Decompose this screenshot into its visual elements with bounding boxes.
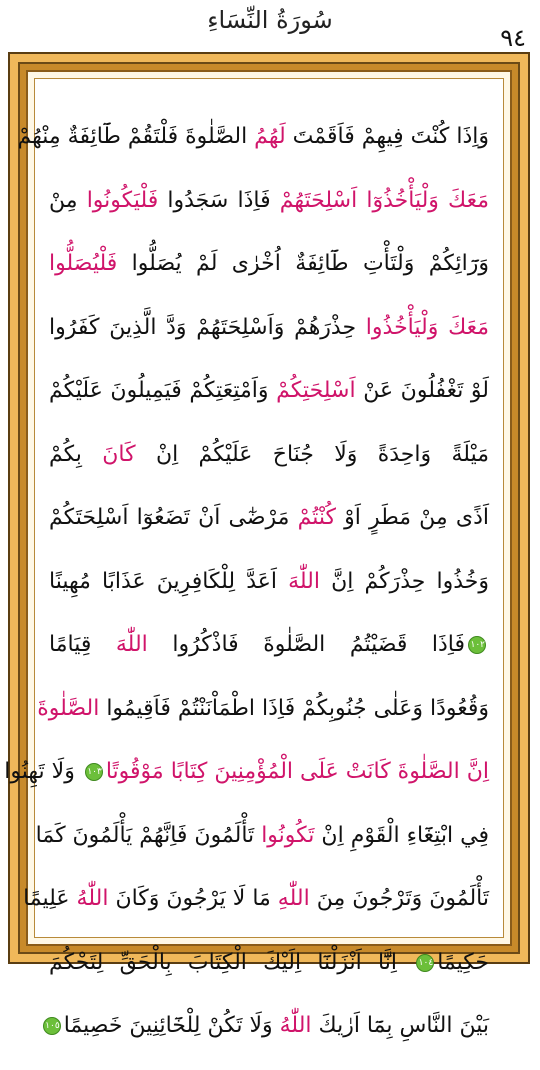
page-number: ٩٤ <box>500 24 526 52</box>
verse-text: فِي ابْتِغَٓاءِ الْقَوْمِ اِنْ <box>314 822 489 848</box>
verse-line <box>49 498 489 562</box>
verse-line <box>49 371 489 435</box>
verse-text: تَأْلَمُونَ وَتَرْجُونَ مِنَ <box>309 886 489 911</box>
verse-line <box>49 943 489 1007</box>
verse-line <box>49 435 489 499</box>
verse-line <box>49 562 489 626</box>
verse-text: وَرَٓائِكُمْ وَلْتَأْتِ طَٓائِفَةٌ اُخْرٰى لَمْ يُصَلُّوا <box>117 251 489 276</box>
verse-text: كَانَ <box>102 441 136 467</box>
verse-text: قِيَامًا <box>49 632 116 657</box>
verse-line <box>35 816 489 880</box>
verse-text: مَعَكَ وَلْيَأْخُذُوٓا اَسْلِحَتَهُمْ <box>279 187 489 213</box>
verse-text: فَاِذَا سَجَدُوا <box>158 187 280 213</box>
verse-text: عَلِيمًا <box>23 886 77 911</box>
verse-text: اَذًى مِنْ مَطَرٍ اَوْ <box>336 505 489 530</box>
verse-text: فَلْيُصَلُّوا <box>49 251 118 276</box>
surah-title: سُورَةُ النِّسَاءِ <box>207 6 333 34</box>
verse-text: لَوْ تَغْفُلُونَ عَنْ <box>355 378 489 403</box>
verse-text: اَعَدَّ لِلْكَافِرِينَ عَذَابًا مُهِينًا <box>49 568 289 594</box>
ayah-marker: ١٠٢ <box>468 636 486 654</box>
verse-line <box>49 625 489 689</box>
verse-line <box>37 689 489 753</box>
verse-text: فَلْيَكُونُوا <box>86 187 159 213</box>
verse-text: مَرْضٰٓى اَنْ تَضَعُوٓا اَسْلِحَتَكُمْ <box>49 505 298 530</box>
verse-text: اَسْلِحَتِكُمْ <box>276 378 356 403</box>
text-area <box>4 78 504 1038</box>
verse-text: مَعَكَ وَلْيَأْخُذُوا <box>365 314 490 340</box>
verse-text: وَلَا تَكُنْ لِلْخَٓائِنِينَ خَصِيمًا <box>63 1013 280 1038</box>
verse-text: اللّٰهَ <box>288 568 320 594</box>
verse-text: اِنَّ الصَّلٰوةَ كَانَتْ عَلَى الْمُؤْمِنِينَ كِتَابًا مَوْقُوتًا <box>105 759 489 784</box>
verse-text: وَاِذَا كُنْتَ فِيهِمْ فَاَقَمْتَ <box>285 124 489 149</box>
ayah-marker: ١٠٣ <box>85 763 103 781</box>
verse-text: الصَّلٰوةَ فَلْتَقُمْ طَٓائِفَةٌ مِنْهُمْ <box>17 124 255 149</box>
verse-line <box>49 308 489 372</box>
verse-text: لَهُمُ <box>254 124 286 149</box>
verse-line <box>49 181 489 245</box>
verse-text: كُنْتُمْ <box>297 505 336 530</box>
verse-text: تَكُونُوا <box>261 822 315 848</box>
verse-text: اللّٰهَ <box>115 632 148 657</box>
page-header <box>0 0 540 52</box>
verse-text: وَقُعُودًا وَعَلٰى جُنُوبِكُمْ فَاِذَا اطْمَاْنَنْتُمْ فَاَقِيمُوا <box>99 695 489 721</box>
verse-text: وَخُذُوا حِذْرَكُمْ اِنَّ <box>320 568 489 594</box>
verse-text: الصَّلٰوةَ <box>37 695 100 721</box>
verse-text: وَاَمْتِعَتِكُمْ فَيَمِيلُونَ عَلَيْكُمْ <box>49 378 277 403</box>
ornamental-frame <box>4 52 530 1038</box>
verse-text: حَكِيمًا <box>437 949 489 975</box>
verse-line <box>4 752 489 816</box>
verse-line <box>23 879 489 943</box>
frame-inner-border <box>4 70 512 1038</box>
verse-text: حِذْرَهُمْ وَاَسْلِحَتَهُمْ وَدَّ الَّذِينَ كَفَرُوا <box>49 314 366 340</box>
verse-line <box>49 244 489 308</box>
verse-text: فَاِذَا قَضَيْتُمُ الصَّلٰوةَ فَاذْكُرُوا <box>147 632 465 657</box>
verse-text: تَأْلَمُونَ فَاِنَّهُمْ يَأْلَمُونَ كَمَا <box>35 822 262 848</box>
verse-text: مَيْلَةً وَاحِدَةً وَلَا جُنَاحَ عَلَيْكُمْ اِنْ <box>135 441 489 467</box>
verse-line <box>45 1006 489 1070</box>
verse-line <box>17 117 489 181</box>
ayah-marker: ١٠٥ <box>43 1017 61 1035</box>
verse-text: اللّٰهِ <box>277 886 310 911</box>
verse-text: مِنْ <box>49 187 87 213</box>
ayah-marker: ١٠٤ <box>416 954 434 972</box>
verse-text: اللّٰهُ <box>76 886 109 911</box>
verse-text: بِكُمْ <box>49 441 103 467</box>
verse-text: بَيْنَ النَّاسِ بِمَٓا اَرٰيكَ <box>311 1013 489 1038</box>
verse-text: وَلَا تَهِنُوا <box>4 759 82 784</box>
verse-text: اللّٰهُ <box>279 1013 312 1038</box>
frame-border <box>4 62 520 1038</box>
verse-text: اِنَّٓا اَنْزَلْنَٓا اِلَيْكَ الْكِتَابَ بِالْحَقِّ لِتَحْكُمَ <box>49 949 414 975</box>
verse-lines <box>4 117 490 1070</box>
verse-text: مَا لَا يَرْجُونَ وَكَانَ <box>108 886 278 911</box>
